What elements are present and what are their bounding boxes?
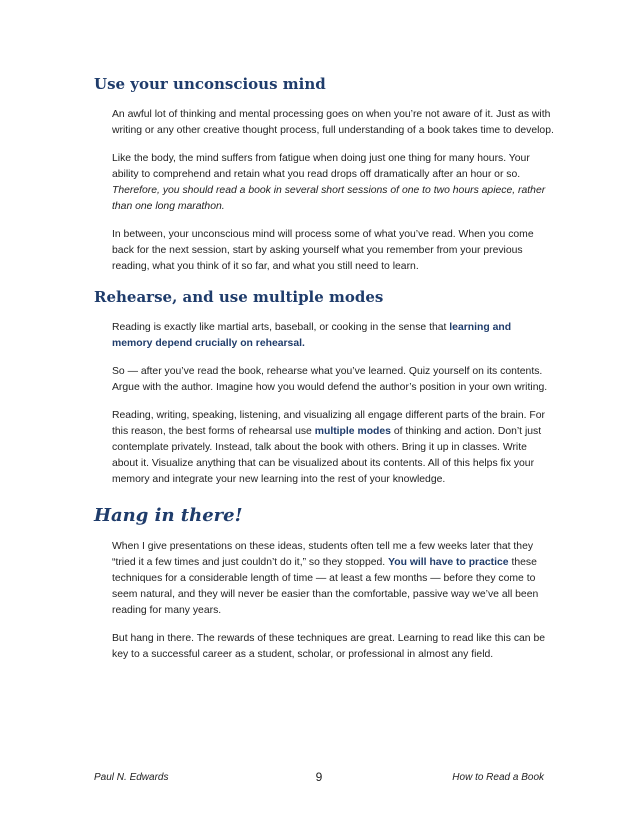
paragraph: In between, your unconscious mind will process some of what you’ve read. When you come back for the next session, start by asking yourself what you remember from your previous reading, what you think of it so far, and what you still need to learn. bbox=[112, 229, 534, 272]
section-body-hang-in-there bbox=[112, 539, 554, 663]
footer-page-number: 9 bbox=[315, 770, 323, 784]
paragraph-text: Reading, writing, speaking, listening, and visualizing all engage different parts of the brain. For this reason, the best forms of rehearsal use bbox=[112, 410, 546, 437]
paragraph-text: Like the body, the mind suffers from fatigue when doing just one thing for many hours. Your ability to comprehend and retain what you read drops off dramatically after an hour or so. bbox=[112, 153, 530, 180]
paragraph-text: these techniques for a considerable length of time — at least a few months — before they come to seem natural, and they will never be easier than the comfortable, passive way we’ve all been reading for many years. bbox=[112, 557, 539, 616]
paragraph-text: Reading is exactly like martial arts, baseball, or cooking in the sense that bbox=[112, 322, 450, 333]
paragraph bbox=[112, 320, 554, 352]
footer-title: How to Read a Book bbox=[452, 772, 544, 783]
paragraph bbox=[112, 151, 554, 215]
emphasis-text: You will have to practice bbox=[388, 557, 509, 568]
section-heading-hang-in-there: Hang in there! bbox=[94, 505, 243, 526]
paragraph: So — after you’ve read the book, rehearse what you’ve learned. Quiz yourself on its contents. Argue with the author. Imagine how you would defend the author’s position in your own writing. bbox=[112, 366, 548, 393]
section-body-rehearse bbox=[112, 320, 554, 488]
paragraph-text: When I give presentations on these ideas, students often tell me a few weeks later that they “tried it a few times and just couldn’t do it,” so they stopped. bbox=[112, 541, 534, 568]
section-heading-rehearse: Rehearse, and use multiple modes bbox=[94, 288, 384, 306]
section-heading-unconscious: Use your unconscious mind bbox=[94, 75, 326, 93]
paragraph-italic-text: Therefore, you should read a book in several short sessions of one to two hours apiece, rather than one long marathon. bbox=[112, 185, 546, 212]
paragraph bbox=[112, 408, 554, 488]
section-body-unconscious bbox=[112, 107, 554, 275]
emphasis-text: multiple modes bbox=[314, 426, 391, 437]
page-content bbox=[94, 74, 554, 675]
paragraph: But hang in there. The rewards of these techniques are great. Learning to read like this can be key to a successful career as a student, scholar, or professional in almost any field. bbox=[112, 633, 546, 660]
paragraph: An awful lot of thinking and mental processing goes on when you’re not aware of it. Just as with writing or any other creative thought process, full understanding of a book takes time to develop. bbox=[112, 109, 554, 136]
footer-author: Paul N. Edwards bbox=[94, 772, 169, 783]
paragraph-text: of thinking and action. Don’t just contemplate privately. Instead, talk about the book with others. Bring it up in classes. Write about it. Visualize anything that can be visualized about its contents. All of this helps fix your memory and integrate your new learning into the rest of your knowledge. bbox=[112, 426, 542, 485]
emphasis-text: learning and memory depend crucially on rehearsal. bbox=[112, 322, 512, 349]
paragraph bbox=[112, 539, 554, 619]
